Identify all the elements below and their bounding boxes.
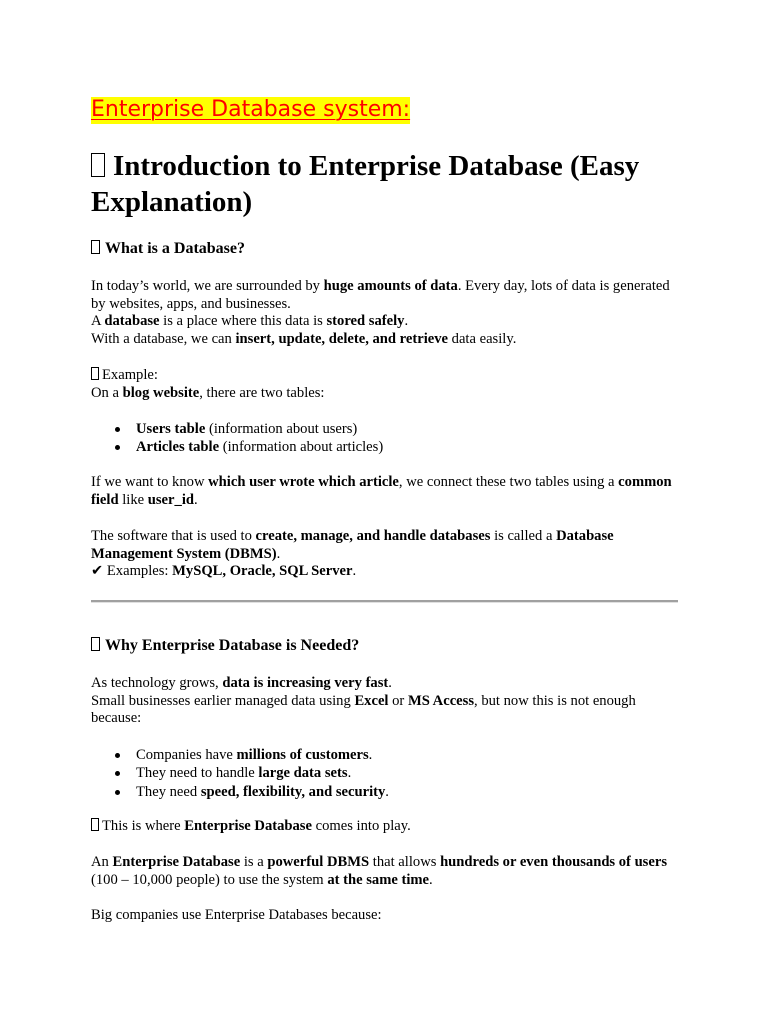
text: that allows [369, 854, 441, 870]
text: ✔ Examples: [91, 563, 173, 580]
text: Small businesses earlier managed data using [91, 692, 355, 709]
bold-text: MySQL, Oracle, SQL Server [172, 563, 353, 580]
text: On a [91, 384, 123, 401]
text: A [91, 313, 105, 330]
text: As technology grows, [91, 675, 223, 691]
paragraph-enterprise-definition [91, 854, 681, 889]
tables-list [91, 420, 383, 457]
bold-text: user_id [147, 491, 194, 508]
section-heading-what-is-database [91, 239, 245, 259]
text: . [193, 491, 198, 508]
text: , but now this is not enough because: [91, 692, 636, 727]
bold-text: Articles table [136, 439, 220, 456]
text: is a [240, 854, 268, 870]
text: (100 – 10,000 people) to use the system [91, 871, 328, 888]
missing-glyph-icon [91, 637, 100, 651]
bold-text: insert, update, delete, and retrieve [235, 330, 448, 347]
bold-text: blog website [122, 384, 200, 401]
list-item [91, 764, 389, 782]
text: data easily. [448, 330, 517, 347]
section-heading-text: Why Enterprise Database is Needed? [105, 637, 360, 654]
paragraph-example [91, 367, 681, 402]
text: (information about users) [205, 421, 358, 437]
text: In today’s world, we are surrounded by [91, 278, 324, 294]
list-item [91, 420, 383, 438]
main-heading [91, 148, 681, 220]
bold-text: stored safely [326, 313, 405, 330]
bold-text: powerful DBMS [267, 854, 370, 870]
bold-text: data is increasing very fast [222, 675, 389, 691]
example-label: Example: [102, 367, 158, 383]
document-title-text: Enterprise Database system: [91, 97, 411, 122]
list-item [91, 783, 389, 801]
missing-glyph-icon [91, 367, 99, 380]
text: If we want to know [91, 474, 209, 490]
section-heading-text: What is a Database? [105, 240, 246, 257]
text: . [404, 313, 409, 330]
bold-text: create, manage, and handle databases [255, 528, 491, 544]
text: Big companies use Enterprise Databases because: [91, 907, 382, 923]
bold-text: MS Access [407, 692, 475, 709]
list-item [91, 438, 383, 456]
reasons-list [91, 746, 389, 801]
bold-text: common field [91, 474, 672, 508]
text: or [388, 692, 408, 709]
text: is called a [490, 528, 557, 544]
paragraph-technology-grows [91, 675, 681, 728]
text: (information about articles) [219, 439, 384, 456]
text: They need to handle [136, 765, 259, 782]
text: . [385, 783, 389, 800]
text: An [91, 854, 113, 870]
list-item [91, 746, 389, 764]
text: is a place where this data is [159, 313, 327, 330]
bold-text: hundreds or even thousands of users [440, 854, 667, 870]
paragraph-big-companies [91, 907, 681, 925]
text: . Every day, lots of data is generated by websites, apps, and businesses. [91, 278, 670, 312]
text: . [429, 871, 433, 888]
bold-text: speed, flexibility, and security [200, 783, 386, 800]
paragraph-enterprise-comes-in [91, 818, 681, 836]
missing-glyph-icon [91, 240, 100, 254]
text: . [276, 545, 281, 562]
missing-glyph-icon [91, 153, 105, 177]
text: comes into play. [311, 818, 411, 834]
text: . [368, 747, 373, 763]
text: The software that is used to [91, 528, 256, 544]
section-heading-why-enterprise [91, 636, 359, 656]
missing-glyph-icon [91, 818, 99, 831]
text: . [352, 563, 357, 580]
bold-text: Database Management System (DBMS) [91, 528, 614, 562]
bold-text: Enterprise Database [184, 818, 312, 834]
text: Companies have [136, 747, 237, 763]
text: like [118, 491, 148, 508]
bold-text: which user wrote which article [208, 474, 399, 490]
paragraph-join-tables [91, 474, 681, 509]
document-title [91, 92, 410, 128]
text: With a database, we can [91, 330, 236, 347]
main-heading-text: Introduction to Enterprise Database (Easy Explanation) [91, 150, 640, 218]
bold-text: Enterprise Database [112, 854, 241, 870]
text: . [347, 765, 352, 782]
text: . [388, 675, 392, 691]
bold-text: Users table [136, 421, 206, 437]
paragraph-dbms [91, 528, 681, 581]
bold-text: at the same time [327, 871, 430, 888]
bold-text: huge amounts of data [323, 278, 458, 294]
text: , there are two tables: [199, 384, 325, 401]
text: , we connect these two tables using a [398, 474, 619, 490]
paragraph-database-intro [91, 278, 681, 348]
bold-text: millions of customers [236, 747, 369, 763]
bold-text: large data sets [258, 765, 348, 782]
text: This is where [102, 818, 185, 834]
text: They need [136, 783, 201, 800]
bold-text: database [104, 313, 160, 330]
bold-text: Excel [354, 692, 389, 709]
horizontal-rule [91, 600, 678, 603]
